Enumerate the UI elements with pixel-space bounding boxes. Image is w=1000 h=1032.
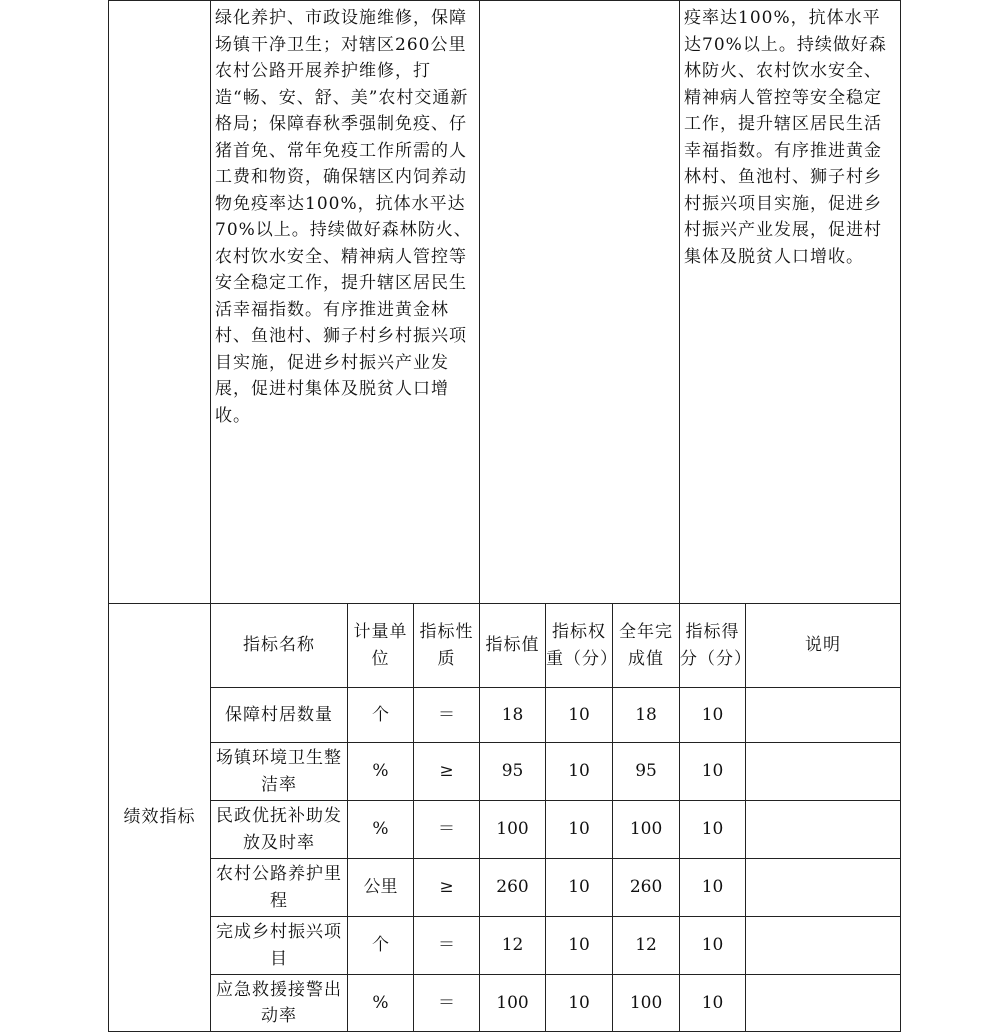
indicator-weight: 10 (546, 859, 613, 917)
indicator-unit: % (348, 743, 414, 801)
indicator-unit: % (348, 975, 414, 1032)
indicator-nature: ≥ (414, 859, 480, 917)
indicator-actual: 260 (613, 859, 680, 917)
indicator-note (746, 975, 901, 1032)
indicator-value: 12 (480, 917, 546, 975)
indicator-unit: 个 (348, 688, 414, 743)
indicator-actual: 95 (613, 743, 680, 801)
header-note: 说明 (746, 604, 901, 688)
indicator-nature: ＝ (414, 688, 480, 743)
indicator-score: 10 (680, 743, 746, 801)
header-score: 指标得分（分） (680, 604, 746, 688)
indicator-actual: 100 (613, 801, 680, 859)
indicator-value: 100 (480, 975, 546, 1032)
indicator-score: 10 (680, 917, 746, 975)
indicator-weight: 10 (546, 743, 613, 801)
table-row (109, 688, 901, 743)
indicator-note (746, 801, 901, 859)
section-label: 绩效指标 (109, 604, 211, 1032)
indicator-note (746, 859, 901, 917)
indicator-value: 18 (480, 688, 546, 743)
indicator-actual: 18 (613, 688, 680, 743)
indicator-nature: ＝ (414, 975, 480, 1032)
header-unit: 计量单位 (348, 604, 414, 688)
header-value: 指标值 (480, 604, 546, 688)
blank-cell (109, 1, 211, 604)
indicator-weight: 10 (546, 688, 613, 743)
indicator-unit: % (348, 801, 414, 859)
table-row (109, 801, 901, 859)
indicator-name: 农村公路养护里程 (211, 859, 348, 917)
blank-cell (480, 1, 680, 604)
indicator-weight: 10 (546, 917, 613, 975)
indicator-unit: 个 (348, 917, 414, 975)
goal-text-cell: 绿化养护、市政设施维修，保障场镇干净卫生；对辖区260公里农村公路开展养护维修，打造“畅、安、舒、美”农村交通新格局；保障春秋季强制免疫、仔猪首免、常年免疫工作所需的人工费和物资，确保辖区内饲养动物免疫率达100%，抗体水平达70%以上。持续做好森林防火、农村饮水安全、精神病人管控等安全稳定工作，提升辖区居民生活幸福指数。有序推进黄金林村、鱼池村、狮子村乡村振兴项目实施，促进乡村振兴产业发展，促进村集体及脱贫人口增收。 (211, 1, 480, 604)
header-weight: 指标权重（分） (546, 604, 613, 688)
performance-table (108, 0, 901, 1032)
header-actual: 全年完成值 (613, 604, 680, 688)
table-row (109, 859, 901, 917)
indicator-score: 10 (680, 975, 746, 1032)
indicator-score: 10 (680, 688, 746, 743)
indicator-name: 保障村居数量 (211, 688, 348, 743)
indicator-name: 完成乡村振兴项目 (211, 917, 348, 975)
header-row (109, 604, 901, 688)
indicator-note (746, 743, 901, 801)
indicator-value: 95 (480, 743, 546, 801)
header-name: 指标名称 (211, 604, 348, 688)
result-text-cell: 疫率达100%，抗体水平达70%以上。持续做好森林防火、农村饮水安全、精神病人管控等安全稳定工作，提升辖区居民生活幸福指数。有序推进黄金林村、鱼池村、狮子村乡村振兴项目实施，促进乡村振兴产业发展，促进村集体及脱贫人口增收。 (680, 1, 901, 604)
indicator-value: 260 (480, 859, 546, 917)
indicator-nature: ＝ (414, 917, 480, 975)
indicator-nature: ≥ (414, 743, 480, 801)
indicator-score: 10 (680, 859, 746, 917)
indicator-unit: 公里 (348, 859, 414, 917)
indicator-score: 10 (680, 801, 746, 859)
indicator-actual: 12 (613, 917, 680, 975)
table-row (109, 743, 901, 801)
indicator-actual: 100 (613, 975, 680, 1032)
indicator-name: 场镇环境卫生整洁率 (211, 743, 348, 801)
indicator-name: 应急救援接警出动率 (211, 975, 348, 1032)
text-row (109, 1, 901, 604)
table-row (109, 975, 901, 1032)
indicator-name: 民政优抚补助发放及时率 (211, 801, 348, 859)
indicator-note (746, 688, 901, 743)
indicator-weight: 10 (546, 801, 613, 859)
indicator-weight: 10 (546, 975, 613, 1032)
indicator-value: 100 (480, 801, 546, 859)
indicator-note (746, 917, 901, 975)
indicator-nature: ＝ (414, 801, 480, 859)
header-nature: 指标性质 (414, 604, 480, 688)
table-row (109, 917, 901, 975)
